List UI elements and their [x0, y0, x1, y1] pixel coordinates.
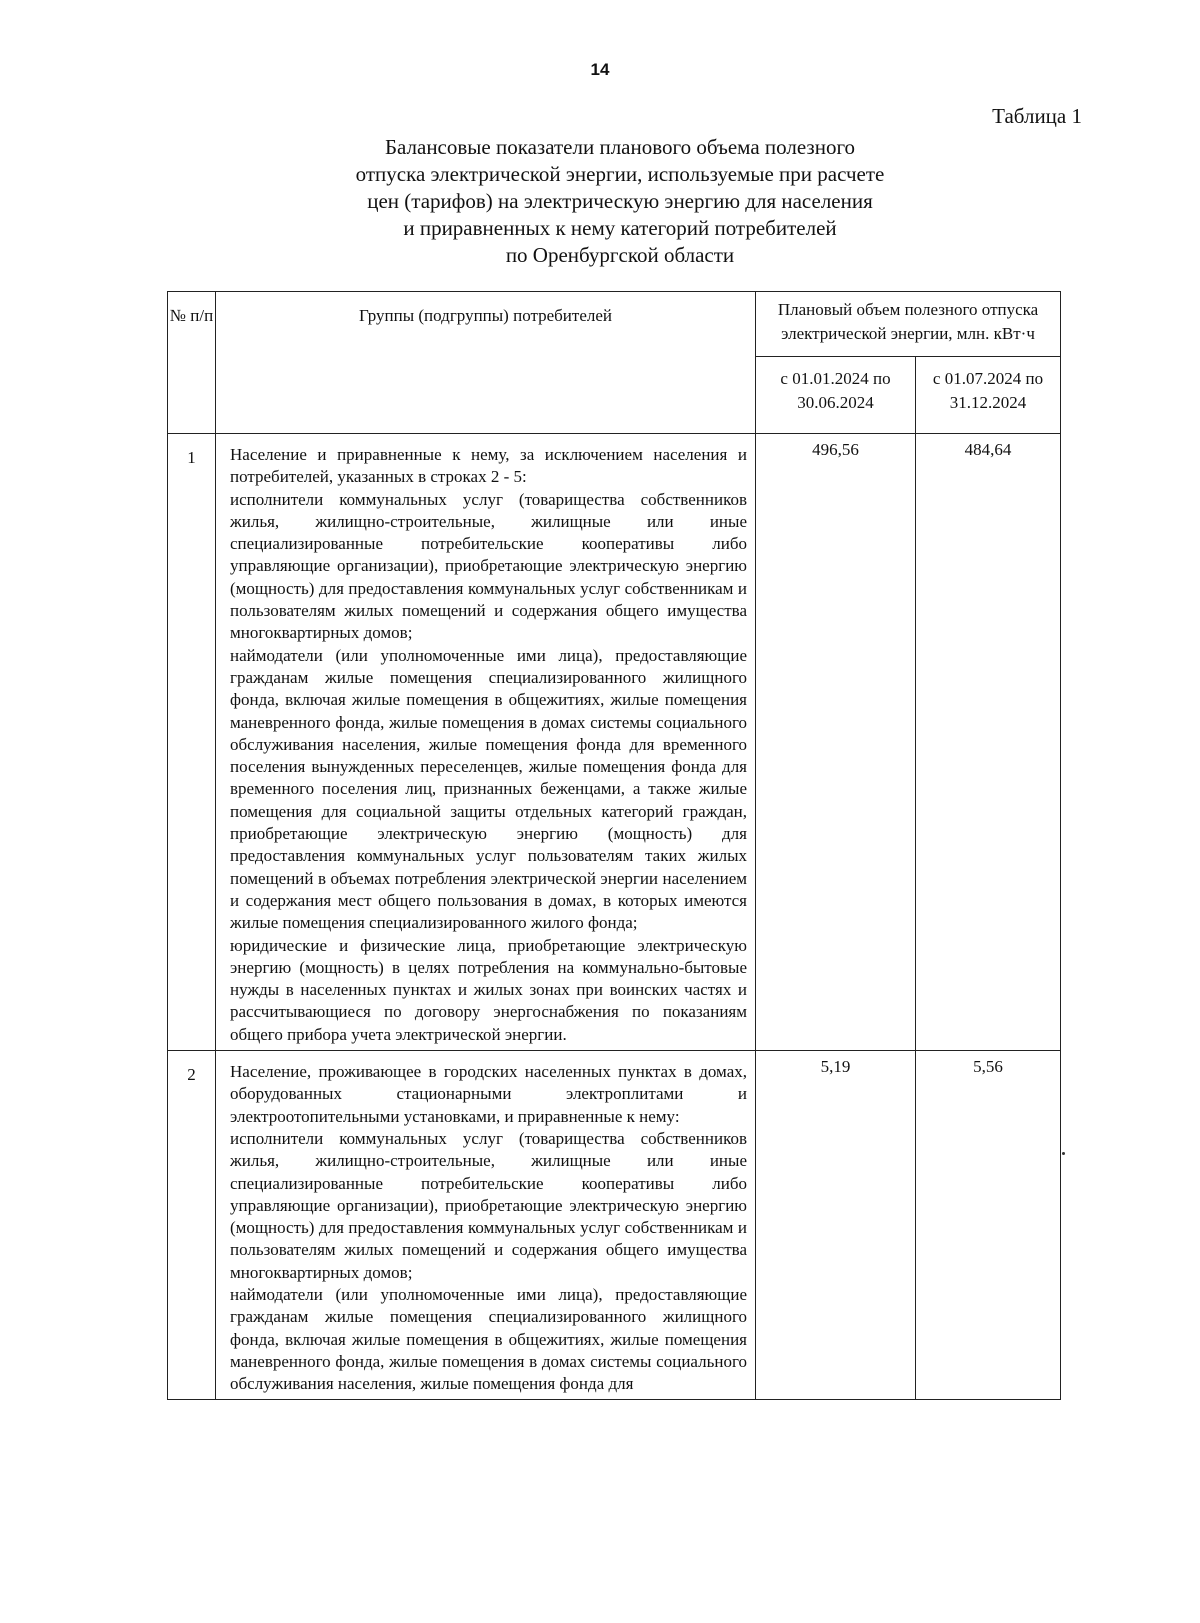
table-label: Таблица 1	[992, 104, 1082, 128]
table-row	[168, 1051, 1061, 1400]
row-description	[216, 434, 756, 1051]
balance-table	[167, 291, 1061, 1400]
title-line: и приравненных к нему категорий потребителей	[403, 216, 837, 240]
row-number: 2	[168, 1051, 216, 1400]
row-value-period-1: 5,19	[756, 1051, 916, 1400]
description-paragraph: Население и приравненные к нему, за исключением населения и потребителей, указанных в строках 2 - 5:	[230, 445, 747, 487]
scan-speck	[1062, 1152, 1065, 1155]
description-paragraph: юридические и физические лица, приобретающие электрическую энергию (мощность) в целях потребления на коммунально-бытовые нужды в населенных пунктах и жилых зонах при воинских частях и рассчитывающиеся по договору энергоснабжения по показаниям общего прибора учета электрической энергии.	[230, 935, 747, 1044]
title-line: цен (тарифов) на электрическую энергию для населения	[367, 189, 873, 213]
description-paragraph: Население, проживающее в городских населенных пунктах в домах, оборудованных стационарными электроплитами и электроотопительными установками, и приравненные к нему:	[230, 1062, 747, 1126]
title-line: по Оренбургской области	[505, 243, 735, 267]
title-line: отпуска электрической энергии, используемые при расчете	[355, 162, 885, 186]
title-line: Балансовые показатели планового объема полезного	[384, 135, 856, 159]
row-description	[216, 1051, 756, 1400]
table-row	[168, 434, 1061, 1051]
description-paragraph: исполнители коммунальных услуг (товарищества собственников жилья, жилищно-строительные, жилищные или иные специализированные потребительские кооперативы либо управляющие организации), приобретающие электрическую энергию (мощность) для предоставления коммунальных услуг собственникам и пользователям жилых помещений и содержания общего имущества многоквартирных домов;	[230, 1128, 747, 1282]
document-title	[300, 134, 940, 269]
description-paragraph: наймодатели (или уполномоченные ими лица), предоставляющие гражданам жилые помещения специализированного жилищного фонда, включая жилые помещения в общежитиях, жилые помещения маневренного фонда, жилые помещения в домах системы социального обслуживания населения, жилые помещения фонда для	[230, 1284, 747, 1394]
description-paragraph: наймодатели (или уполномоченные ими лица), предоставляющие гражданам жилые помещения специализированного жилищного фонда, включая жилые помещения в общежитиях, жилые помещения маневренного фонда, жилые помещения в домах системы социального обслуживания населения, жилые помещения фонда для временного поселения вынужденных переселенцев, жилые помещения фонда для временного поселения лиц, признанных беженцами, а также жилые помещения для социальной защиты отдельных категорий граждан, приобретающие электрическую энергию (мощность) для предоставления коммунальных услуг пользователям таких жилых помещений в объемах потребления электрической энергии населением и содержания мест общего пользования в домах, в которых имеются жилые помещения специализированного жилого фонда;	[230, 645, 747, 933]
row-value-period-1: 496,56	[756, 434, 916, 1051]
description-paragraph: исполнители коммунальных услуг (товарищества собственников жилья, жилищно-строительные, жилищные или иные специализированные потребительские кооперативы либо управляющие организации), приобретающие электрическую энергию (мощность) для предоставления коммунальных услуг собственникам и пользователям жилых помещений и содержания общего имущества многоквартирных домов;	[230, 489, 747, 643]
row-value-period-2: 484,64	[916, 434, 1061, 1051]
header-volume: Плановый объем полезного отпуска электрической энергии, млн. кВт·ч	[756, 292, 1061, 357]
header-groups: Группы (подгруппы) потребителей	[216, 292, 756, 434]
row-value-period-2: 5,56	[916, 1051, 1061, 1400]
header-number: № п/п	[168, 292, 216, 434]
row-number: 1	[168, 434, 216, 1051]
header-period-1: с 01.01.2024 по 30.06.2024	[756, 357, 916, 434]
header-period-2: с 01.07.2024 по 31.12.2024	[916, 357, 1061, 434]
page-number: 14	[590, 60, 610, 79]
